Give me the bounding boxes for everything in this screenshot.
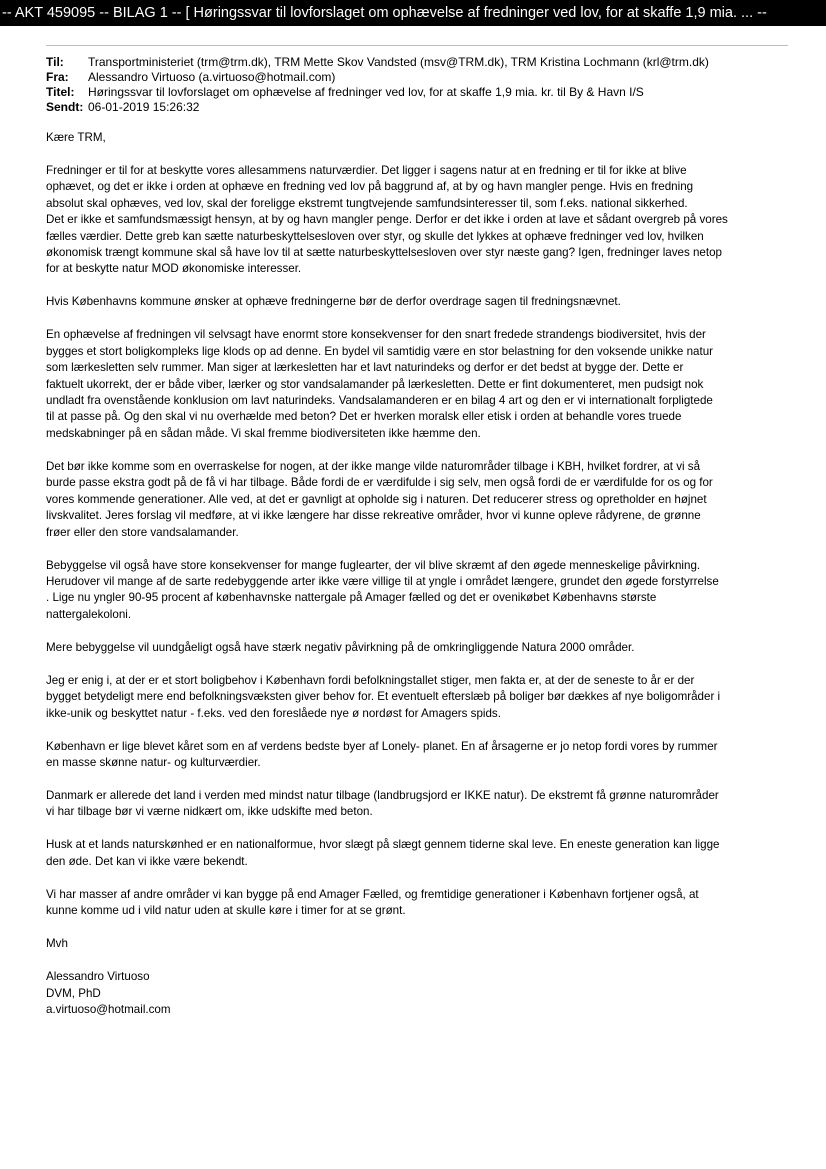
body-paragraph	[46, 459, 786, 541]
signature-title: DVM, PhD	[46, 986, 101, 1000]
body-paragraph	[46, 327, 786, 442]
body-paragraphs	[46, 163, 786, 920]
body-paragraph	[46, 887, 786, 920]
paragraph-line: absolut skal ophæves, ved lov, skal der foreligge ekstremt tungtvejende samfundsinteresser til, som f.eks. national sikkerhed.	[46, 196, 688, 210]
paragraph-line: Det bør ikke komme som en overraskelse for nogen, at der ikke mange vilde naturområder tilbage i KBH, hvilket fordrer, at vi så	[46, 459, 701, 473]
paragraph-line: Husk at et lands naturskønhed er en nationalformue, hvor slægt på slægt gennem tiderne skal leve. En eneste generation kan ligge	[46, 838, 720, 852]
greeting: Kære TRM,	[46, 131, 106, 144]
sent-value: 06-01-2019 15:26:32	[88, 100, 200, 114]
paragraph-line: Det er ikke et samfundsmæssigt hensyn, at by og havn mangler penge. Derfor er det ikke i orden at lave et sådant overgreb på vores	[46, 213, 728, 227]
paragraph-line: Mere bebyggelse vil uundgåeligt også have stærk negativ påvirkning på de omkringliggende Natura 2000 områder.	[46, 640, 635, 654]
title-label: Titel:	[46, 85, 75, 99]
body-paragraph	[46, 294, 786, 310]
paragraph-line: en masse skønne natur- og kulturværdier.	[46, 755, 261, 769]
paragraph-line: . Lige nu yngler 90-95 procent af københavnske nattergale på Amager fælled og det er ovenikøbet Københavns største	[46, 591, 657, 605]
from-label: Fra:	[46, 70, 69, 84]
signature	[46, 969, 786, 1018]
paragraph-line: nattergalekoloni.	[46, 607, 132, 621]
paragraph-line: En ophævelse af fredningen vil selvsagt have enormt store konsekvenser for den snart fredede strandengs biodiversitet, hvis der	[46, 328, 706, 342]
paragraph-line: burde passe ekstra godt på de få vi har tilbage. Både fordi de er værdifulde i sig selv, men også fordi de er værdifulde for os og for	[46, 476, 713, 490]
paragraph-line: livskvalitet. Jeres forslag vil medføre, at vi ikke længere har disse rekreative områder, hvor vi kunne opleve rådyrene, de grønne	[46, 509, 701, 523]
body-paragraph	[46, 837, 786, 870]
to-value: Transportministeriet (trm@trm.dk), TRM Mette Skov Vandsted (msv@TRM.dk), TRM Kristina Lochmann (krl@trm.dk)	[88, 55, 709, 69]
paragraph-line: Vi har masser af andre områder vi kan bygge på end Amager Fælled, og fremtidige generationer i København fortjener også, at	[46, 887, 699, 901]
email-header	[46, 55, 709, 115]
paragraph-line: Herudover vil mange af de sarte redebyggende arter ikke være villige til at yngle i området længere, grundet den øgede forstyrrelse	[46, 574, 719, 588]
body-paragraph	[46, 558, 786, 624]
paragraph-line: Danmark er allerede det land i verden med mindst natur tilbage (landbrugsjord er IKKE natur). De ekstremt få grønne naturområder	[46, 788, 719, 802]
banner-text: -- AKT 459095 -- BILAG 1 -- [ Høringssvar til lovforslaget om ophævelse af fredninger ved lov, for at skaffe 1,9 mia. ... --	[2, 5, 767, 21]
paragraph-line: fælles værdier. Dette greb kan sætte naturbeskyttelsesloven over styr, og skulle det lykkes at ophæve fredninger ved lov, hvilken	[46, 229, 704, 243]
paragraph-line: vi har tilbage bør vi værne nidkært om, ikke udskifte med beton.	[46, 805, 373, 819]
paragraph-line: frøer eller den store vandsalamander.	[46, 525, 239, 539]
paragraph-line: Fredninger er til for at beskytte vores allesammens naturværdier. Det ligger i sagens natur at en fredning er til for ikke at blive	[46, 164, 687, 177]
paragraph-line: Jeg er enig i, at der er et stort boligbehov i København fordi befolkningstallet stiger, men fakta er, at der de seneste to år er der	[46, 673, 695, 687]
paragraph-line: ophævet, og det er ikke i orden at ophæve en fredning ved lov på baggrund af, at by og havn mangler penge. Hvis en fredning	[46, 180, 694, 194]
signature-name: Alessandro Virtuoso	[46, 970, 150, 984]
paragraph-line: vores kommende generationer. Alle ved, at det er gavnligt at opholde sig i naturen. Det reducerer stress og opretholder en højnet	[46, 492, 707, 506]
sent-label: Sendt:	[46, 100, 84, 114]
to-row	[46, 55, 709, 70]
paragraph-line: bygget betydeligt mere end befolkningsvæksten giver behov for. Et eventuelt efterslæb på boliger bør dækkes af nye boligområder i	[46, 690, 721, 704]
to-label: Til:	[46, 55, 64, 69]
body-paragraph	[46, 163, 786, 278]
paragraph-line: Hvis Københavns kommune ønsker at ophæve fredningerne bør de derfor overdrage sagen til fredningsnævnet.	[46, 295, 621, 309]
document-banner	[0, 0, 826, 26]
paragraph-line: undladt fra ovenstående konklusion om lavt naturindeks. Vandsalamanderen er en bilag 4 art og den er vi internationalt forpligtede	[46, 394, 713, 408]
signature-email: a.virtuoso@hotmail.com	[46, 1002, 171, 1016]
paragraph-line: faktuelt ukorrekt, der er både viber, lærker og stor vandsalamander på lærkesletten. Dette er fint dokumenteret, men pudsigt nok	[46, 377, 704, 391]
paragraph-line: som lærkesletten selv rummer. Man siger at lærkesletten har et lavt naturindeks og derfor er det bedst at bygge der. Dette er	[46, 361, 684, 375]
from-row	[46, 70, 709, 85]
paragraph-line: ikke-unik og beskyttet natur - f.eks. ved den foreslåede nye ø nordøst for Amagers spids.	[46, 706, 501, 720]
sent-row	[46, 100, 709, 115]
paragraph-line: kunne komme ud i vild natur uden at skulle køre i timer for at se grønt.	[46, 904, 406, 918]
title-row	[46, 85, 709, 100]
body-paragraph	[46, 788, 786, 821]
body-paragraph	[46, 673, 786, 722]
paragraph-line: Bebyggelse vil også have store konsekvenser for mange fuglearter, der vil blive skræmt af den øgede menneskelige påvirkning.	[46, 558, 701, 572]
closing: Mvh	[46, 937, 68, 951]
body-paragraph	[46, 640, 786, 656]
paragraph-line: den øde. Det kan vi ikke være bekendt.	[46, 854, 248, 868]
body-paragraph	[46, 739, 786, 772]
header-divider	[46, 45, 788, 46]
title-value: Høringssvar til lovforslaget om ophævelse af fredninger ved lov, for at skaffe 1,9 mia. kr. til By & Havn I/S	[88, 85, 644, 99]
paragraph-line: bygges et stort boligkompleks lige klods op ad denne. En bydel vil samtidig være en stor belastning for den voksende unikke natur	[46, 344, 714, 358]
from-value: Alessandro Virtuoso (a.virtuoso@hotmail.com)	[88, 70, 336, 84]
paragraph-line: til at passe på. Og den skal vi nu overhælde med beton? Det er hverken moralsk eller etisk i orden at behandle vores truede	[46, 410, 682, 424]
paragraph-line: for at beskytte natur MOD økonomiske interesser.	[46, 262, 302, 276]
paragraph-line: økonomisk trængt kommune skal så have lov til at sætte naturbeskyttelsesloven over styr næste gang? Igen, fredninger laves netop	[46, 246, 722, 260]
email-body	[46, 130, 786, 1035]
paragraph-line: København er lige blevet kåret som en af verdens bedste byer af Lonely- planet. En af årsagerne er jo netop fordi vores by rummer	[46, 739, 718, 753]
paragraph-line: medskabninger på en sådan måde. Vi skal fremme biodiversiteten ikke hæmme den.	[46, 426, 481, 440]
